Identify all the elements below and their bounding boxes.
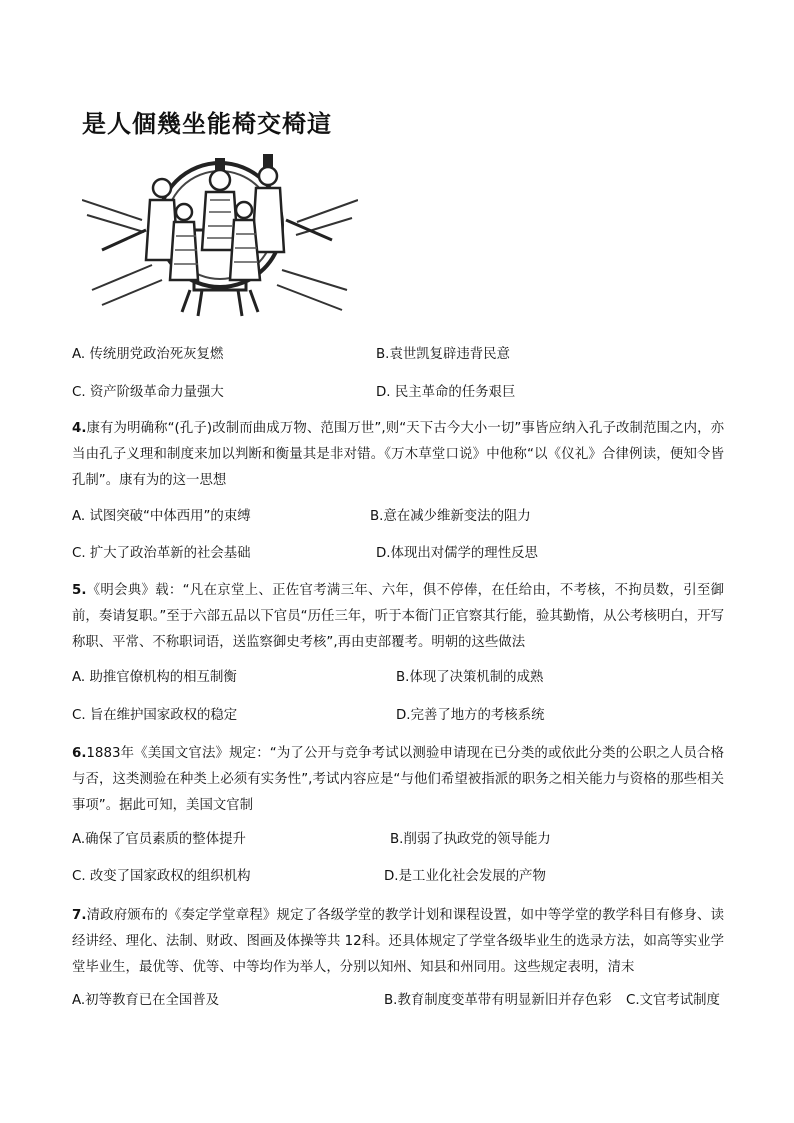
q4-stem-text: 康有为明确称“(孔子)改制而曲成万物、范围万世”,则“天下古今大小一切”事皆应纳入孔子改制范围之内，亦当由孔子义理和制度来加以判断和衡量其是非对错。《万木草堂口说》中他称“以《仪礼》合律例读，便知令皆孔制”。康有为的这一思想 [72, 421, 724, 488]
cartoon-illustration [82, 104, 358, 320]
q6-option-b: B.削弱了执政党的领导能力 [390, 832, 551, 847]
q7-stem [72, 903, 724, 981]
q5-option-b: B.体现了决策机制的成熟 [396, 670, 544, 685]
q7-option-c: C.文官考试制度 [626, 993, 720, 1008]
q3-option-b: B.袁世凯复辟违背民意 [376, 347, 510, 362]
q5-option-c: C. 旨在维护国家政权的稳定 [72, 708, 238, 723]
q7-option-b: B.教育制度变革带有明显新旧并存色彩 [384, 993, 612, 1008]
q5-stem-text: 《明会典》载：“凡在京堂上、正佐官考满三年、六年，俱不停俸，在任给由，不考核，不拘员数，引至御前，奏请复职。”至于六部五品以下官员“历任三年，听于本衙门正官察其行能，验其勤惰，从公考核明白，开写称职、平常、不称职词语，送监察御史考核”,再由吏部覆考。明朝的这些做法 [72, 583, 724, 650]
q6-stem-text: 1883年《美国文官法》规定：“为了公开与竞争考试以测验申请现在已分类的或依此分类的公职之人员合格与否，这类测验在种类上必须有实务性”,考试内容应是“与他们希望被指派的职务之相关能力与资格的那些相关事项”。据此可知，美国文官制 [72, 746, 724, 813]
q5-option-a: A. 助推官僚机构的相互制衡 [72, 670, 237, 685]
q4-number: 4. [72, 421, 87, 436]
q5-number: 5. [72, 583, 87, 598]
q6-option-a: A.确保了官员素质的整体提升 [72, 832, 246, 847]
q7-stem-text: 清政府颁布的《奏定学堂章程》规定了各级学堂的教学计划和课程设置，如中等学堂的教学科目有修身、读经讲经、理化、法制、财政、图画及体操等共 12科。还具体规定了学堂各级毕业生的选录方法，如高等实业学堂毕业生，最优等、优等、中等均作为举人，分别以知州、知县和州同用。这些规定表明，清末 [72, 908, 724, 975]
cartoon-caption: 是人個幾坐能椅交椅這 [82, 109, 332, 138]
q4-option-b: B.意在减少维新变法的阻力 [370, 509, 531, 524]
q3-option-c: C. 资产阶级革命力量强大 [72, 385, 224, 400]
q3-option-a: A. 传统朋党政治死灰复燃 [72, 347, 224, 362]
q6-stem [72, 741, 724, 819]
q4-option-c: C. 扩大了政治革新的社会基础 [72, 546, 251, 561]
q6-number: 6. [72, 746, 87, 761]
cartoon-drawing [82, 140, 358, 320]
q6-option-c: C. 改变了国家政权的组织机构 [72, 869, 251, 884]
q7-number: 7. [72, 908, 87, 923]
q4-option-d: D.体现出对儒学的理性反思 [376, 546, 538, 561]
q6-option-d: D.是工业化社会发展的产物 [384, 869, 546, 884]
q7-option-a: A.初等教育已在全国普及 [72, 993, 220, 1008]
q4-stem [72, 416, 724, 494]
q3-option-d: D. 民主革命的任务艰巨 [376, 385, 516, 400]
q5-option-d: D.完善了地方的考核系统 [396, 708, 545, 723]
q4-option-a: A. 试图突破“中体西用”的束缚 [72, 509, 251, 524]
q5-stem [72, 578, 724, 656]
